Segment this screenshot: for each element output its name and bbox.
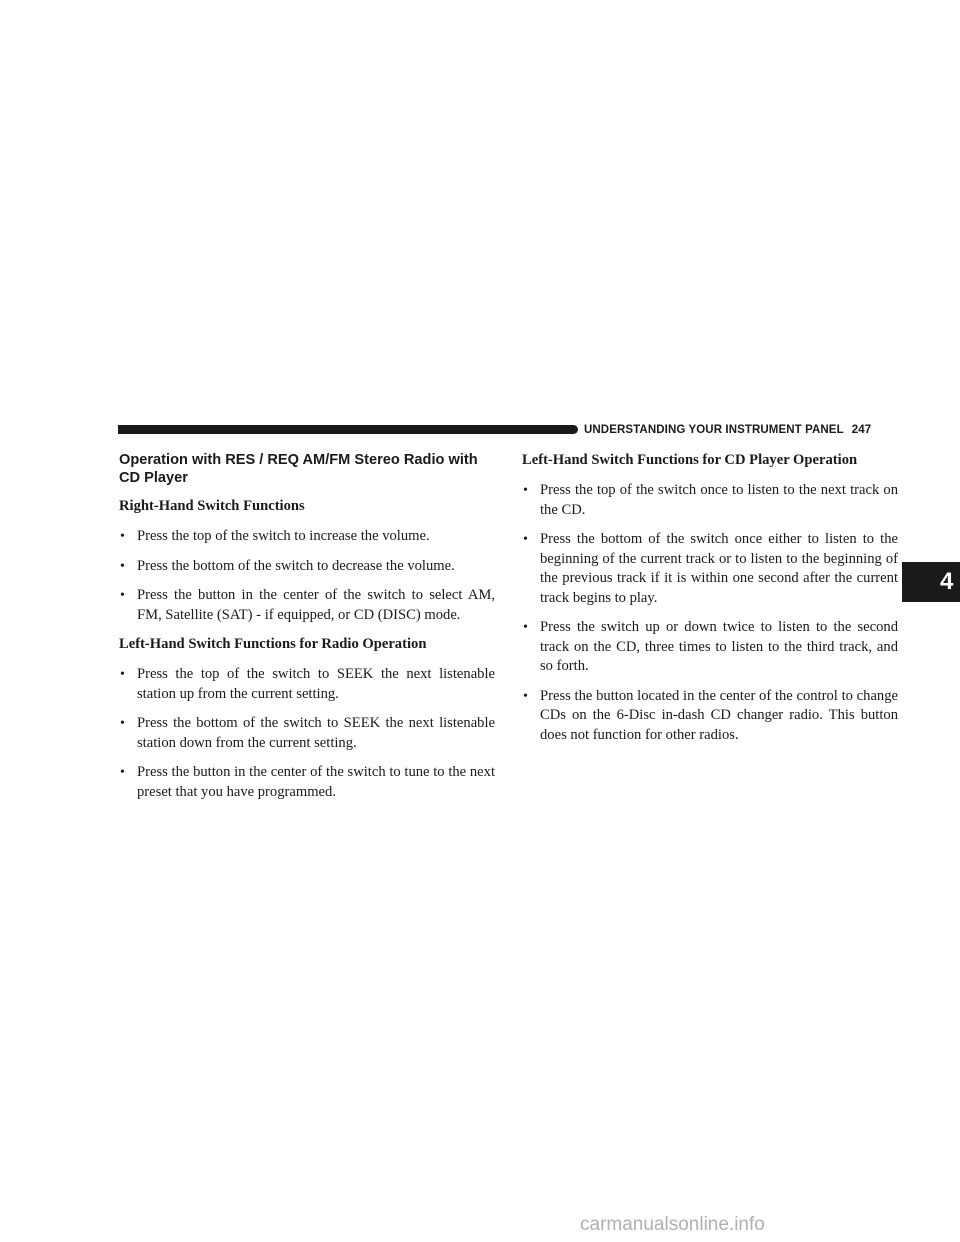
page-number: 247 (851, 424, 872, 436)
running-header (584, 421, 871, 439)
bullet-icon: • (523, 620, 528, 635)
list-item (522, 618, 898, 677)
bullet-icon: • (120, 588, 125, 603)
bullet-icon: • (523, 532, 528, 547)
list-item (119, 665, 495, 704)
bullet-icon: • (120, 765, 125, 780)
list-item (119, 557, 495, 577)
list-item (119, 586, 495, 625)
bullet-icon: • (120, 529, 125, 544)
bullet-icon: • (120, 667, 125, 682)
watermark: carmanualsonline.info (580, 1214, 765, 1235)
list-item (522, 530, 898, 608)
bullet-icon: • (523, 483, 528, 498)
list-item-text: Press the bottom of the switch to decrease the volume. (137, 557, 455, 574)
bullet-icon: • (120, 716, 125, 731)
list-item (119, 527, 495, 547)
subheading-right-hand-switch: Right-Hand Switch Functions (119, 498, 305, 514)
chapter-tab (902, 562, 960, 602)
list-item-text: Press the switch up or down twice to listen to the second track on the CD, three times to listen to the third track, and so forth. (540, 619, 898, 674)
subheading-left-hand-cd: Left-Hand Switch Functions for CD Player Operation (522, 452, 858, 468)
list-item-text: Press the top of the switch once to listen to the next track on the CD. (540, 482, 898, 518)
list-item (522, 687, 898, 746)
list-item-text: Press the top of the switch to increase the volume. (137, 528, 430, 544)
list-item (522, 481, 898, 520)
left-column (119, 451, 495, 812)
chapter-number: 4 (940, 568, 954, 595)
list-item (119, 763, 495, 802)
section-title: Operation with RES / REQ AM/FM Stereo Radio with CD Player (119, 452, 478, 486)
bullet-list-right-hand (119, 527, 495, 625)
list-item-text: Press the button in the center of the switch to tune to the next preset that you have programmed. (137, 764, 495, 800)
list-item-text: Press the bottom of the switch to SEEK the next listenable station down from the current setting. (137, 715, 495, 751)
bullet-icon: • (523, 688, 528, 704)
header-rule (118, 425, 578, 434)
bullet-icon: • (120, 558, 125, 574)
subheading-left-hand-radio: Left-Hand Switch Functions for Radio Operation (119, 636, 427, 652)
bullet-list-left-hand-cd (522, 481, 898, 745)
list-item (119, 714, 495, 753)
header-section-title: UNDERSTANDING YOUR INSTRUMENT PANEL (584, 424, 844, 436)
list-item-text: Press the top of the switch to SEEK the next listenable station up from the current setting. (137, 666, 495, 702)
list-item-text: Press the button in the center of the switch to select AM, FM, Satellite (SAT) - if equipped, or CD (DISC) mode. (137, 587, 495, 623)
bullet-list-left-hand-radio (119, 665, 495, 802)
right-column (522, 451, 898, 755)
list-item-text: Press the button located in the center of the control to change CDs on the 6-Disc in-dash CD changer radio. This button does not function for other radios. (540, 687, 898, 743)
list-item-text: Press the bottom of the switch once either to listen to the beginning of the current track or to listen to the beginning of the previous track if it is within one second after the current track begins to play. (540, 531, 898, 606)
